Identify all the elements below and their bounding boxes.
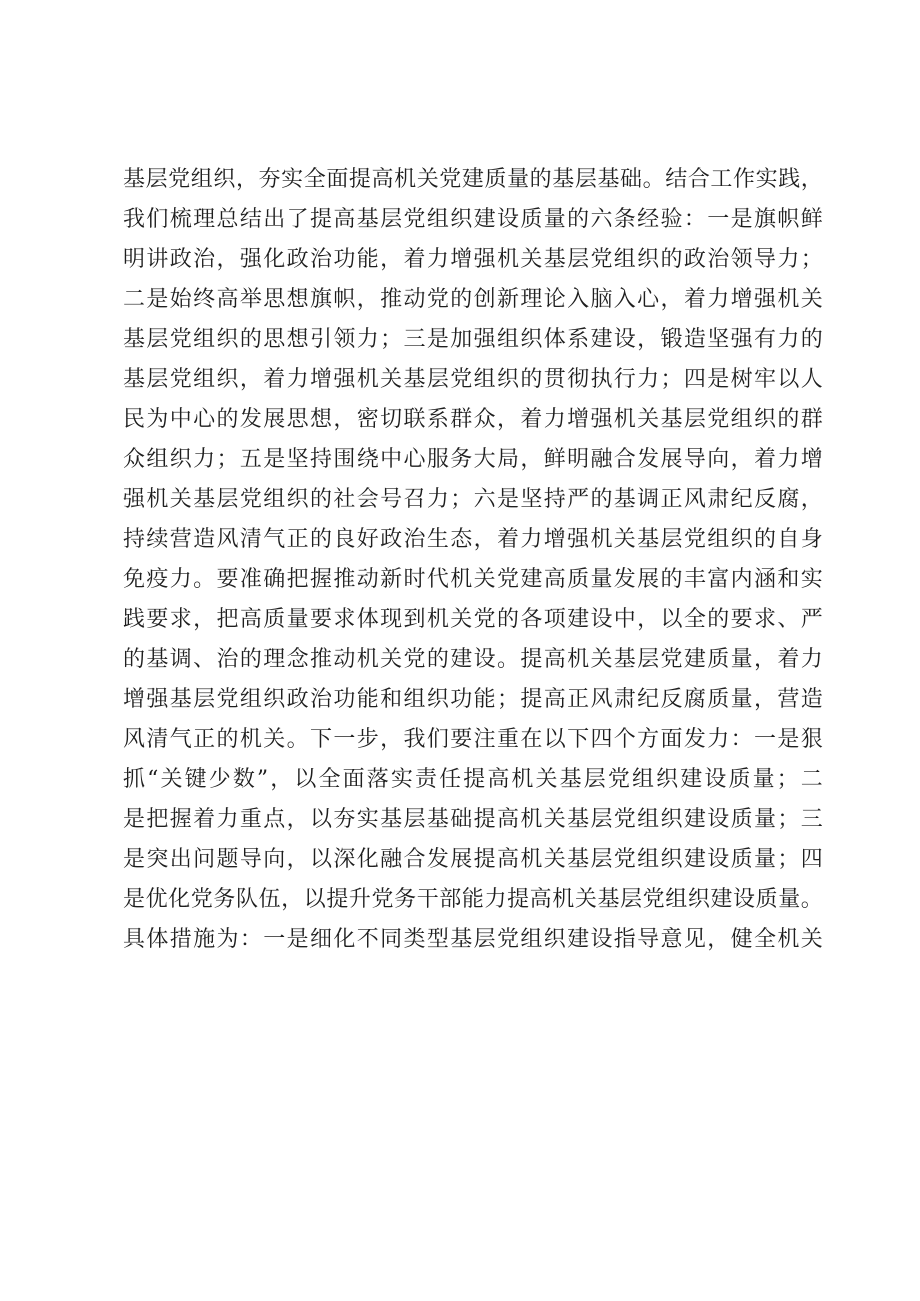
text-line: 基层党组织，着力增强机关基层党组织的贯彻执行力；四是树牢以人 <box>123 367 823 392</box>
text-line: 我们梳理总结出了提高基层党组织建设质量的六条经验：一是旗帜鲜 <box>123 207 823 232</box>
text-line: 增强基层党组织政治功能和组织功能；提高正风肃纪反腐质量，营造 <box>123 687 823 712</box>
text-line: 具体措施为：一是细化不同类型基层党组织建设指导意见，健全机关 <box>123 927 823 952</box>
text-line: 基层党组织的思想引领力；三是加强组织体系建设，锻造坚强有力的 <box>123 327 823 352</box>
text-line: 是把握着力重点，以夯实基层基础提高机关基层党组织建设质量；三 <box>123 807 823 832</box>
text-line: 明讲政治，强化政治功能，着力增强机关基层党组织的政治领导力； <box>123 247 823 272</box>
text-line: 二是始终高举思想旗帜，推动党的创新理论入脑入心，着力增强机关 <box>123 287 823 312</box>
text-line: 众组织力；五是坚持围绕中心服务大局，鲜明融合发展导向，着力增 <box>123 447 823 472</box>
text-line: 是优化党务队伍，以提升党务干部能力提高机关基层党组织建设质量。 <box>123 887 823 912</box>
text-line: 的基调、治的理念推动机关党的建设。提高机关基层党建质量，着力 <box>123 647 823 672</box>
text-line: 是突出问题导向，以深化融合发展提高机关基层党组织建设质量；四 <box>123 847 823 872</box>
text-line: 强机关基层党组织的社会号召力；六是坚持严的基调正风肃纪反腐， <box>123 487 823 512</box>
text-line: 持续营造风清气正的良好政治生态，着力增强机关基层党组织的自身 <box>123 527 823 552</box>
text-line: 践要求，把高质量要求体现到机关党的各项建设中，以全的要求、严 <box>123 607 823 632</box>
text-line: 民为中心的发展思想，密切联系群众，着力增强机关基层党组织的群 <box>123 407 823 432</box>
body-text <box>123 160 823 960</box>
text-line: 基层党组织，夯实全面提高机关党建质量的基层基础。结合工作实践， <box>123 167 823 192</box>
text-line: 风清气正的机关。下一步，我们要注重在以下四个方面发力：一是狠 <box>123 727 823 752</box>
text-line: 免疫力。要准确把握推动新时代机关党建高质量发展的丰富内涵和实 <box>123 567 823 592</box>
text-line: 抓“关键少数”，以全面落实责任提高机关基层党组织建设质量；二 <box>123 767 823 792</box>
